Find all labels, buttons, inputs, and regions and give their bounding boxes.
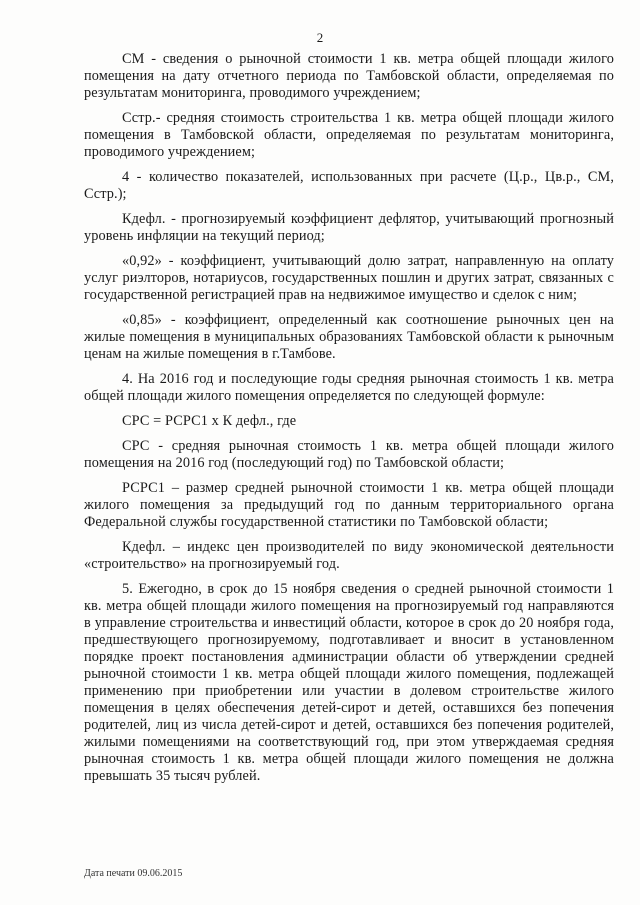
paragraph-cm-definition: СМ - сведения о рыночной стоимости 1 кв. метра общей площади жилого помещения на дату отчетного периода по Тамбовской области, определяемая по результатам мониторинга, проводимого учреждением;	[84, 51, 614, 101]
paragraph-kdefl-index: Кдефл. – индекс цен производителей по виду экономической деятельности «строительство» на прогнозируемый год.	[84, 539, 614, 572]
paragraph-indicator-count: 4 - количество показателей, использованных при расчете (Ц.р., Цв.р., СМ, Сстр.);	[84, 169, 614, 202]
page-number: 2	[316, 30, 324, 45]
paragraph-src-definition: СРС - средняя рыночная стоимость 1 кв. метра общей площади жилого помещения на 2016 год (последующий год) по Тамбовской области;	[84, 438, 614, 471]
paragraph-kdefl-definition: Кдефл. - прогнозируемый коэффициент дефлятор, учитывающий прогнозный уровень инфляции на текущий период;	[84, 211, 614, 244]
document-body	[84, 51, 614, 793]
paragraph-sstr-definition: Сстр.- средняя стоимость строительства 1 кв. метра общей площади жилого помещения в Тамбовской области, определяемая по результатам мониторинга, проводимого учреждением;	[84, 110, 614, 160]
print-date-footer: Дата печати 09.06.2015	[84, 868, 183, 879]
formula-line: СРС = РСРС1 х К дефл., где	[122, 413, 297, 429]
paragraph-section-5: 5. Ежегодно, в срок до 15 ноября сведения о средней рыночной стоимости 1 кв. метра общей площади жилого помещения на прогнозируемый год направляются в управление строительства и инвестиций области, которое в срок до 20 ноября года, предшествующего прогнозируемому, подготавливает и вносит в установленном порядке проект постановления администрации области об утверждении средней рыночной стоимости 1 кв. метра общей площади жилого помещения, подлежащей применению при приобретении или участии в долевом строительстве жилого помещения в целях обеспечения детей-сирот и детей, оставшихся без попечения родителей, лиц из числа детей-сирот и детей, оставшихся без попечения родителей, жилыми помещениями на соответствующий год, при этом утверждаемая средняя рыночная стоимость 1 кв. метра общей площади жилого помещения не должна превышать 35 тысяч рублей.	[84, 581, 614, 784]
paragraph-coefficient-092: «0,92» - коэффициент, учитывающий долю затрат, направленную на оплату услуг риэлторов, нотариусов, государственных пошлин и других затрат, связанных с государственной регистрацией прав на недвижимое имущество и сделок с ним;	[84, 253, 614, 303]
paragraph-rsrc1-definition: РСРС1 – размер средней рыночной стоимости 1 кв. метра общей площади жилого помещения за предыдущий год по данным территориального органа Федеральной службы государственной статистики по Тамбовской области;	[84, 480, 614, 530]
paragraph-section-4: 4. На 2016 год и последующие годы средняя рыночная стоимость 1 кв. метра общей площади жилого помещения определяется по следующей формуле:	[84, 371, 614, 404]
paragraph-coefficient-085: «0,85» - коэффициент, определенный как соотношение рыночных цен на жилые помещения в муниципальных образованиях Тамбовской области к рыночным ценам на жилые помещения в г.Тамбове.	[84, 312, 614, 362]
